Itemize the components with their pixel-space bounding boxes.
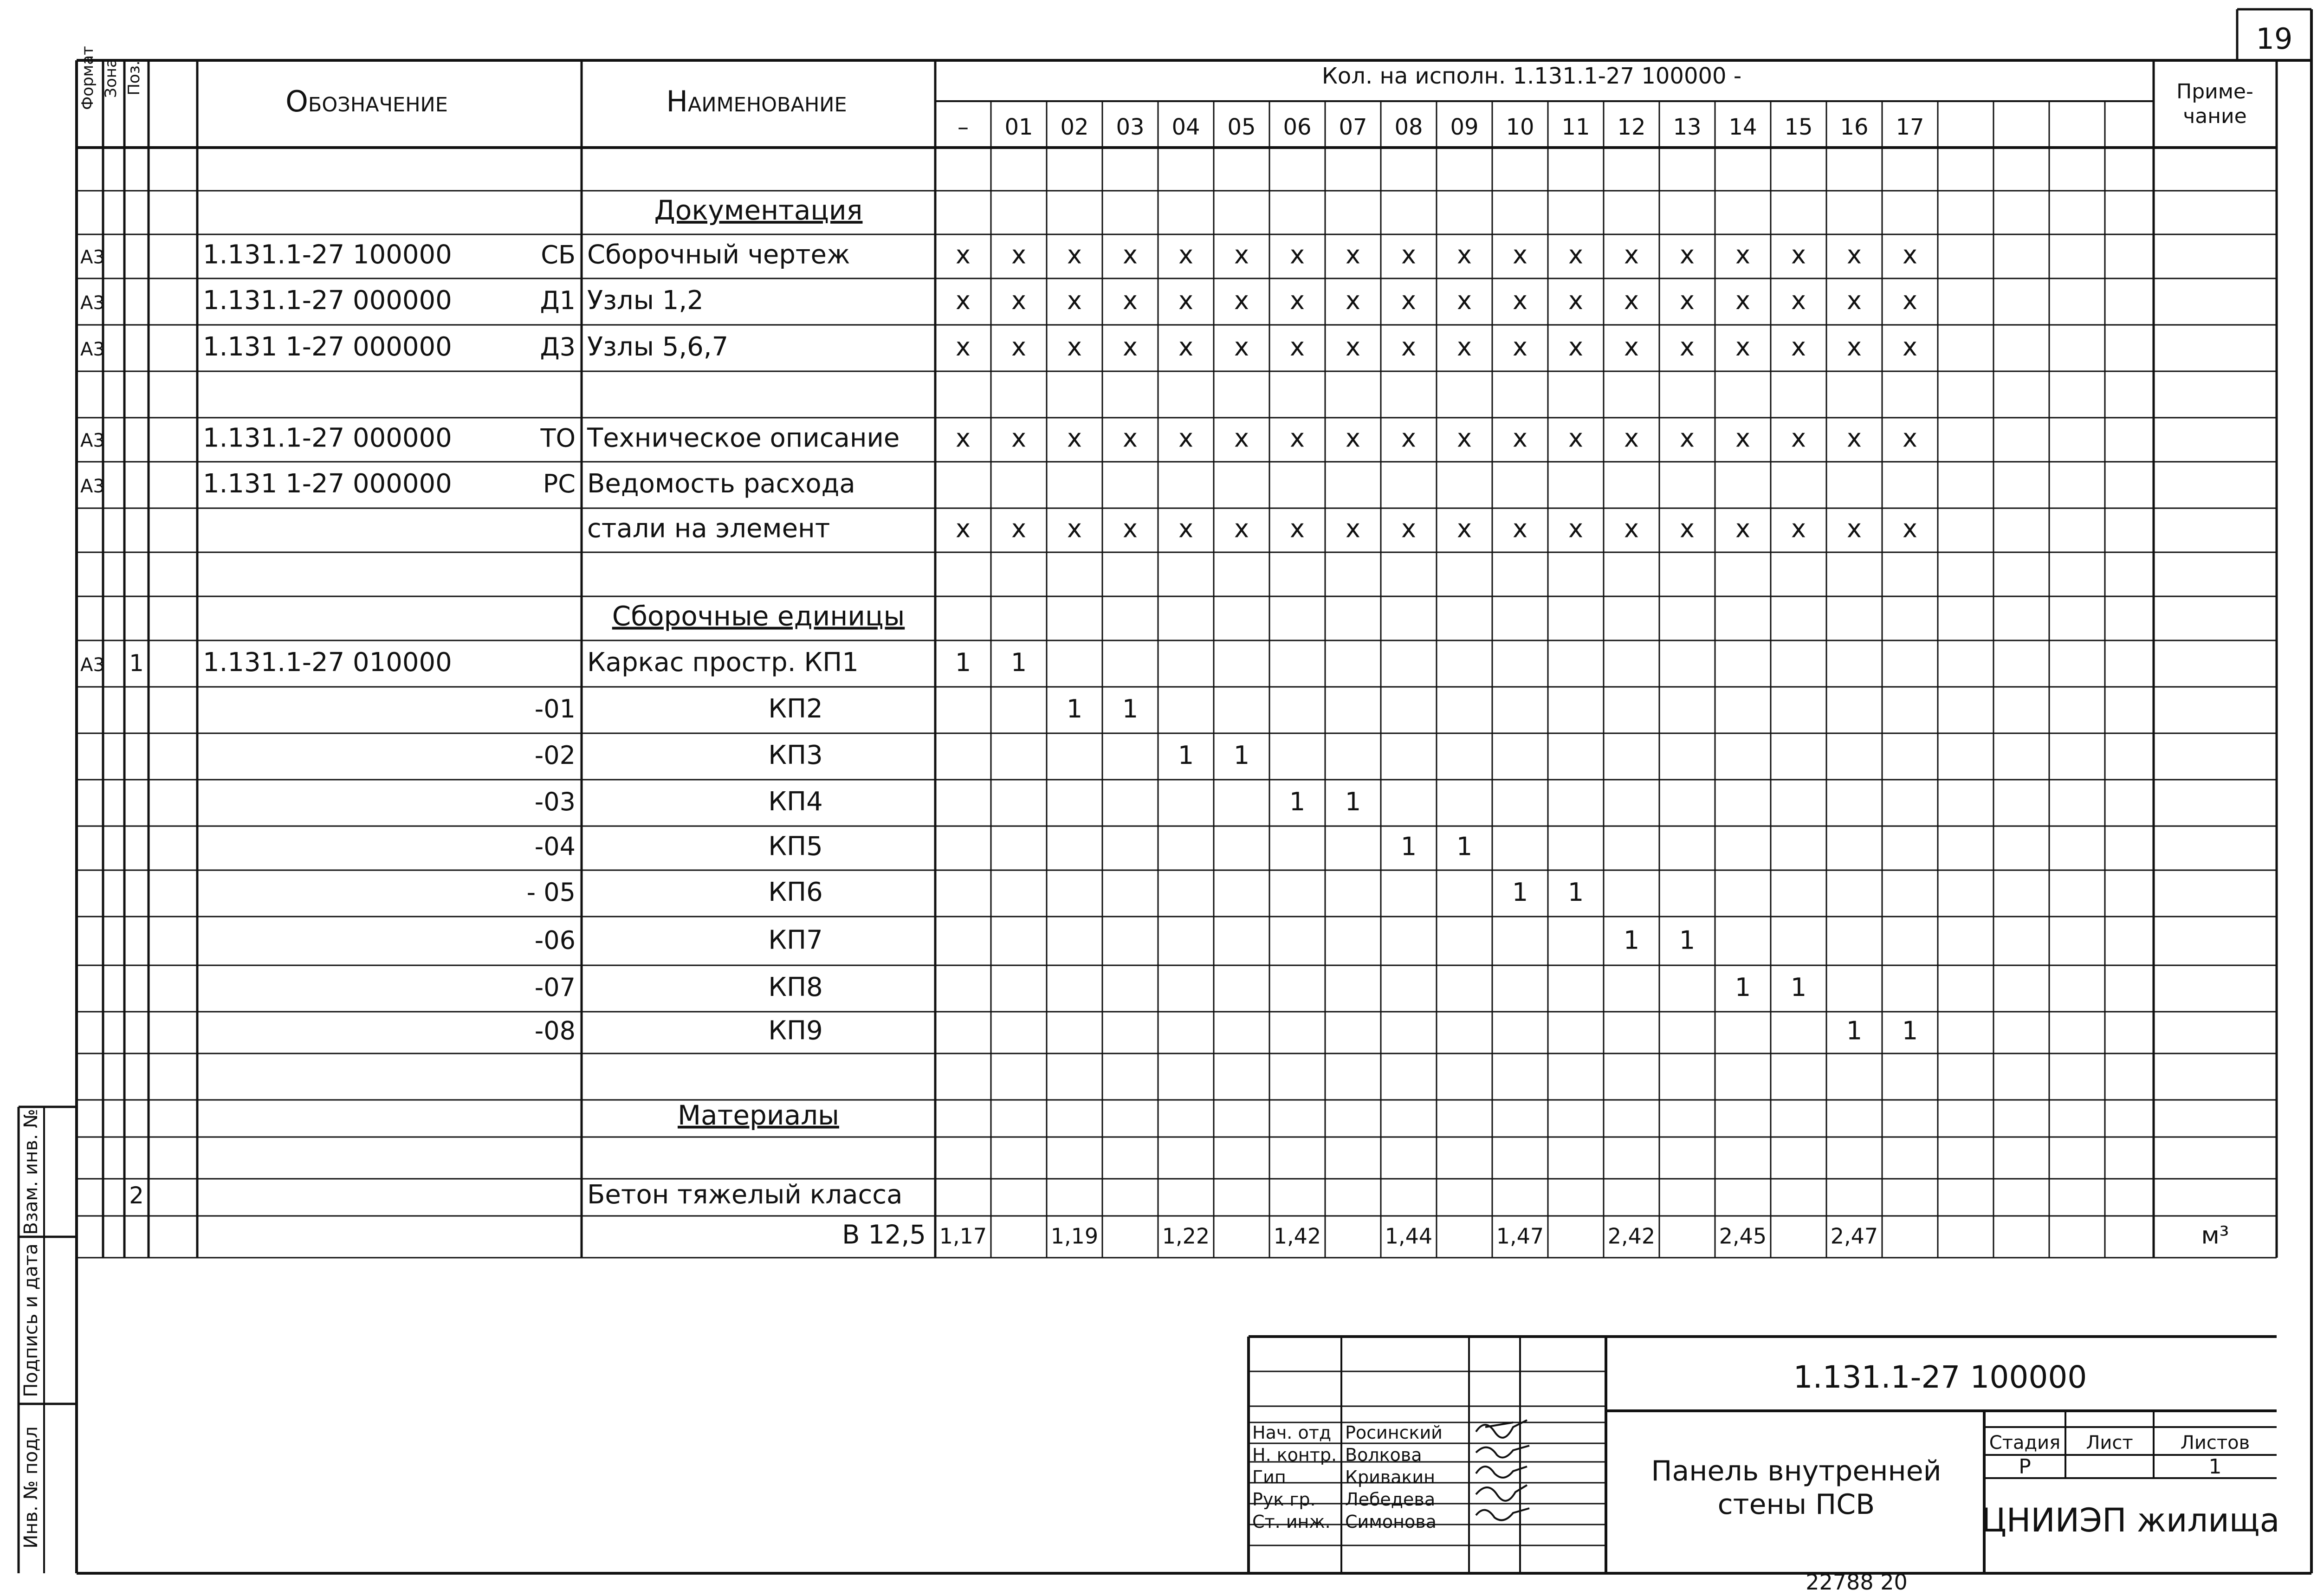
role-label: Н. контр. <box>1252 1445 1337 1465</box>
row-code: -01 <box>534 694 576 724</box>
qty-cell: x <box>1290 332 1305 362</box>
row-code: -07 <box>534 973 576 1002</box>
row-designation: 1.131.1-27 010000 <box>203 647 452 678</box>
row-name: стали на элемент <box>587 513 830 544</box>
row-format: А3 <box>80 476 105 497</box>
variant-header-09: 09 <box>1450 114 1479 140</box>
header-qty-title: Кол. на исполн. 1.131.1-27 100000 - <box>1321 63 1742 89</box>
qty-cell: x <box>1401 332 1416 362</box>
person-name: Волкова <box>1345 1445 1422 1465</box>
qty-cell: x <box>1067 332 1082 362</box>
qty-cell: x <box>1735 514 1750 543</box>
qty-cell: x <box>1290 514 1305 543</box>
role-label: Рук гр. <box>1252 1489 1316 1510</box>
qty-cell: x <box>956 423 971 453</box>
qty-cell: x <box>1011 514 1026 543</box>
qty-cell: x <box>1401 423 1416 453</box>
variant-header-06: 06 <box>1283 114 1312 140</box>
role-label: Нач. отд <box>1252 1422 1332 1443</box>
row-name: КП8 <box>768 972 823 1002</box>
qty-cell: 1 <box>1233 741 1250 770</box>
variant-header-05: 05 <box>1227 114 1256 140</box>
qty-cell: 2,47 <box>1830 1223 1878 1249</box>
signature-scribble <box>1476 1446 1529 1458</box>
role-label: Ст. инж. <box>1252 1512 1331 1532</box>
qty-cell: x <box>1735 423 1750 453</box>
sheet-label: Лист <box>2086 1432 2133 1454</box>
qty-cell: x <box>1234 423 1249 453</box>
qty-cell: 1 <box>1567 878 1584 907</box>
qty-cell: x <box>1735 332 1750 362</box>
row-name: Бетон тяжелый класса <box>587 1179 903 1210</box>
qty-cell: x <box>1513 332 1527 362</box>
qty-cell: x <box>1791 423 1806 453</box>
role-label: Гип <box>1252 1467 1286 1487</box>
qty-cell: x <box>1011 423 1026 453</box>
qty-cell: 1 <box>1010 648 1027 677</box>
stamp-inventory-number: Инв. № подл <box>20 1426 42 1549</box>
row-name: В 12,5 <box>842 1220 926 1250</box>
qty-cell: x <box>956 514 971 543</box>
row-code: -06 <box>534 925 576 955</box>
signature-scribble <box>1476 1508 1529 1520</box>
sheets-label: Листов <box>2180 1432 2250 1454</box>
variant-header-base: – <box>958 114 969 140</box>
row-code: -02 <box>534 741 576 770</box>
qty-cell: x <box>1457 332 1472 362</box>
qty-cell: x <box>1624 514 1639 543</box>
qty-cell: 1 <box>1846 1016 1863 1046</box>
row-name: Ведомость расхода <box>587 469 855 499</box>
row-code: Д1 <box>540 286 576 315</box>
qty-cell: x <box>1735 240 1750 270</box>
qty-cell: x <box>1178 286 1193 315</box>
qty-cell: x <box>1513 286 1527 315</box>
row-name: Каркас простр. КП1 <box>587 647 859 678</box>
row-note: м³ <box>2201 1221 2229 1250</box>
qty-cell: x <box>1011 332 1026 362</box>
qty-cell: x <box>1513 514 1527 543</box>
row-designation: 1.131.1-27 100000 <box>203 239 452 270</box>
qty-cell: x <box>1401 286 1416 315</box>
row-name: Узлы 1,2 <box>587 285 704 316</box>
row-name: КП2 <box>768 694 823 724</box>
qty-cell: x <box>1513 423 1527 453</box>
qty-cell: 1 <box>1623 925 1640 955</box>
qty-cell: x <box>1346 514 1360 543</box>
qty-cell: x <box>1178 240 1193 270</box>
qty-cell: x <box>1568 240 1583 270</box>
qty-cell: 1 <box>1122 694 1139 724</box>
row-name: КП9 <box>768 1015 823 1046</box>
header-name: Наименование <box>666 84 847 118</box>
qty-cell: x <box>1123 423 1138 453</box>
header-pos: Поз. <box>125 60 143 96</box>
qty-cell: x <box>1624 286 1639 315</box>
qty-cell: x <box>1011 240 1026 270</box>
qty-cell: x <box>1903 423 1917 453</box>
row-name: КП5 <box>768 831 823 862</box>
qty-cell: x <box>1791 286 1806 315</box>
qty-cell: x <box>1234 286 1249 315</box>
header-designation: Обозначение <box>285 84 448 118</box>
qty-cell: x <box>1791 514 1806 543</box>
row-format: А3 <box>80 292 105 314</box>
person-name: Лебедева <box>1345 1489 1436 1510</box>
qty-cell: x <box>1234 332 1249 362</box>
footer-number: 22788 20 <box>1806 1570 1908 1595</box>
qty-cell: x <box>1346 286 1360 315</box>
qty-cell: x <box>1067 423 1082 453</box>
row-designation: 1.131 1-27 000000 <box>203 332 452 362</box>
variant-header-08: 08 <box>1394 114 1423 140</box>
qty-cell: x <box>1735 286 1750 315</box>
section-heading: Документация <box>654 194 863 226</box>
variant-header-07: 07 <box>1339 114 1367 140</box>
qty-cell: 1 <box>1790 973 1807 1002</box>
row-code: -04 <box>534 832 576 861</box>
qty-cell: x <box>1346 423 1360 453</box>
qty-cell: x <box>1123 286 1138 315</box>
variant-header-02: 02 <box>1060 114 1089 140</box>
variant-header-01: 01 <box>1004 114 1033 140</box>
row-format: А3 <box>80 654 105 676</box>
variant-header-03: 03 <box>1116 114 1145 140</box>
qty-cell: 1,22 <box>1162 1223 1210 1249</box>
row-format: А3 <box>80 430 105 452</box>
qty-cell: x <box>1847 240 1862 270</box>
qty-cell: x <box>1847 423 1862 453</box>
qty-cell: x <box>1791 240 1806 270</box>
row-code: СБ <box>541 240 576 270</box>
organization-name: ЦНИИЭП жилища <box>1981 1501 2280 1539</box>
qty-cell: x <box>1346 332 1360 362</box>
person-name: Росинский <box>1345 1422 1443 1443</box>
row-designation: 1.131 1-27 000000 <box>203 469 452 499</box>
header-note-2: чание <box>2183 104 2247 128</box>
qty-cell: x <box>1680 423 1695 453</box>
qty-cell: x <box>1847 514 1862 543</box>
qty-cell: x <box>1290 240 1305 270</box>
qty-cell: 2,45 <box>1719 1223 1767 1249</box>
qty-cell: 1 <box>1400 832 1417 861</box>
row-name: КП3 <box>768 740 823 770</box>
qty-cell: 1 <box>1679 925 1696 955</box>
header-format: Формат <box>78 46 97 110</box>
qty-cell: 1,42 <box>1273 1223 1321 1249</box>
variant-header-04: 04 <box>1171 114 1200 140</box>
variant-header-10: 10 <box>1506 114 1534 140</box>
qty-cell: x <box>1903 514 1917 543</box>
qty-cell: x <box>956 240 971 270</box>
qty-cell: 1 <box>1289 787 1306 816</box>
qty-cell: x <box>1680 286 1695 315</box>
document-number: 1.131.1-27 100000 <box>1793 1359 2087 1395</box>
qty-cell: x <box>1680 332 1695 362</box>
person-name: Кривакин <box>1345 1467 1435 1487</box>
sheets-value: 1 <box>2208 1455 2222 1479</box>
qty-cell: x <box>1847 332 1862 362</box>
qty-cell: x <box>1903 332 1917 362</box>
qty-cell: 1 <box>1902 1016 1918 1046</box>
row-format: А3 <box>80 246 105 268</box>
stage-label: Стадия <box>1989 1432 2061 1454</box>
qty-cell: x <box>1234 240 1249 270</box>
variant-header-11: 11 <box>1561 114 1590 140</box>
qty-cell: x <box>1568 286 1583 315</box>
section-heading: Материалы <box>678 1099 839 1131</box>
row-name: Сборочный чертеж <box>587 239 850 270</box>
qty-cell: 1 <box>1345 787 1361 816</box>
qty-cell: x <box>1457 240 1472 270</box>
row-position: 1 <box>129 650 144 677</box>
qty-cell: x <box>1624 423 1639 453</box>
qty-cell: 1 <box>1456 832 1473 861</box>
row-code: -03 <box>534 787 576 816</box>
variant-header-13: 13 <box>1673 114 1702 140</box>
qty-cell: 1 <box>1066 694 1083 724</box>
qty-cell: x <box>1290 286 1305 315</box>
qty-cell: 1,17 <box>939 1223 987 1249</box>
qty-cell: x <box>1123 240 1138 270</box>
row-name: Техническое описание <box>587 423 900 453</box>
row-code: Д3 <box>540 332 576 362</box>
qty-cell: x <box>1346 240 1360 270</box>
variant-header-17: 17 <box>1896 114 1924 140</box>
qty-cell: 1,44 <box>1385 1223 1433 1249</box>
stage-value: Р <box>2019 1455 2031 1479</box>
row-position: 2 <box>129 1182 144 1209</box>
row-name: КП4 <box>768 787 823 817</box>
qty-cell: x <box>1680 514 1695 543</box>
variant-header-16: 16 <box>1840 114 1869 140</box>
qty-cell: x <box>1680 240 1695 270</box>
qty-cell: x <box>1067 286 1082 315</box>
qty-cell: x <box>1234 514 1249 543</box>
row-code: -08 <box>534 1016 576 1046</box>
qty-cell: x <box>1178 332 1193 362</box>
header-zone: Зона <box>102 58 120 98</box>
qty-cell: x <box>1457 423 1472 453</box>
row-name: КП7 <box>768 925 823 956</box>
qty-cell: x <box>1624 240 1639 270</box>
qty-cell: x <box>1903 286 1917 315</box>
section-heading: Сборочные единицы <box>612 600 905 632</box>
qty-cell: x <box>1178 514 1193 543</box>
qty-cell: x <box>1791 332 1806 362</box>
row-designation: 1.131.1-27 000000 <box>203 285 452 316</box>
qty-cell: x <box>1457 514 1472 543</box>
row-name: Узлы 5,6,7 <box>587 332 729 362</box>
qty-cell: x <box>1568 423 1583 453</box>
qty-cell: x <box>1178 423 1193 453</box>
qty-cell: x <box>1290 423 1305 453</box>
qty-cell: x <box>1903 240 1917 270</box>
qty-cell: 1 <box>1178 741 1194 770</box>
qty-cell: 1 <box>1512 878 1528 907</box>
qty-cell: x <box>1401 240 1416 270</box>
stamp-replacement-number: Взам. инв. № <box>20 1109 42 1235</box>
variant-header-12: 12 <box>1617 114 1646 140</box>
row-code: РС <box>543 469 576 498</box>
stamp-signature-date: Подпись и дата <box>20 1243 42 1397</box>
row-name: КП6 <box>768 877 823 907</box>
qty-cell: x <box>1123 514 1138 543</box>
variant-header-14: 14 <box>1728 114 1757 140</box>
qty-cell: 1 <box>955 648 971 677</box>
qty-cell: x <box>1123 332 1138 362</box>
row-format: А3 <box>80 339 105 360</box>
qty-cell: x <box>1513 240 1527 270</box>
qty-cell: x <box>956 332 971 362</box>
qty-cell: x <box>1568 514 1583 543</box>
qty-cell: 1 <box>1735 973 1751 1002</box>
qty-cell: x <box>1067 514 1082 543</box>
qty-cell: x <box>1624 332 1639 362</box>
qty-cell: 2,42 <box>1607 1223 1656 1249</box>
title-line-2: стены ПСВ <box>1717 1488 1875 1521</box>
qty-cell: x <box>956 286 971 315</box>
header-note-1: Приме- <box>2176 80 2253 103</box>
qty-cell: x <box>1011 286 1026 315</box>
title-line-1: Панель внутренней <box>1651 1455 1942 1487</box>
qty-cell: x <box>1067 240 1082 270</box>
variant-header-15: 15 <box>1784 114 1813 140</box>
qty-cell: x <box>1401 514 1416 543</box>
row-code: ТО <box>540 423 576 453</box>
qty-cell: x <box>1457 286 1472 315</box>
row-designation: 1.131.1-27 000000 <box>203 423 452 453</box>
qty-cell: x <box>1568 332 1583 362</box>
row-code: - 05 <box>526 878 576 907</box>
qty-cell: 1,19 <box>1050 1223 1099 1249</box>
qty-cell: 1,47 <box>1496 1223 1544 1249</box>
person-name: Симонова <box>1345 1512 1437 1532</box>
page-number: 19 <box>2256 22 2293 56</box>
qty-cell: x <box>1847 286 1862 315</box>
